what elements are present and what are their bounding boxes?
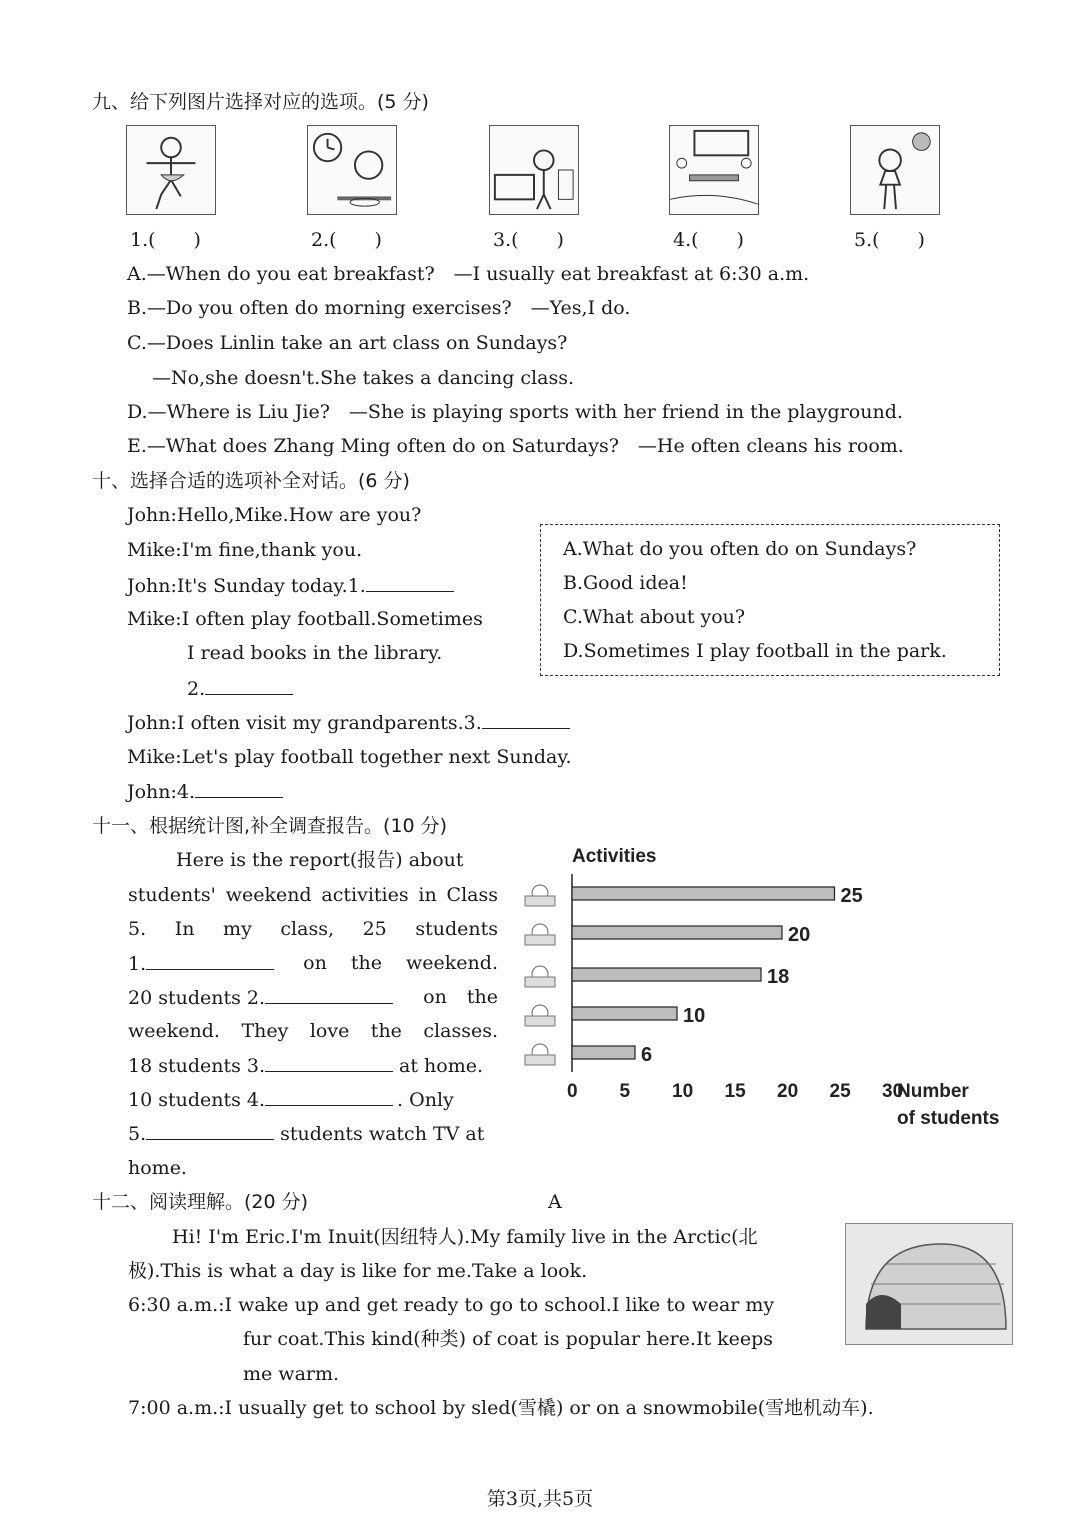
passage-line-4: fur coat.This kind(种类) of coat is popular here.It keeps [243,1328,774,1350]
report-line-5: 20 students 2. on the [128,986,498,1009]
chart-x-tick-5: 5 [619,1081,631,1102]
choice-d: D.Sometimes I play football in the park. [563,640,947,662]
chart-data-label-3: 18 [767,966,790,988]
report-line-8: 10 students 4. . Only [128,1089,454,1111]
dialogue-line-4: Mike:I often play football.Sometimes [127,608,483,630]
report-line-10: home. [128,1157,187,1179]
report-blank-3[interactable] [265,1053,393,1072]
section-10-title: 十、选择合适的选项补全对话。(6 分) [92,470,410,492]
dialogue-line-6: 2. [187,676,293,701]
chart-x-tick-0: 0 [567,1081,578,1102]
option-a: A.—When do you eat breakfast? —I usually eat breakfast at 6:30 a.m. [127,263,810,285]
blank-3[interactable] [482,710,570,729]
chart-x-tick-20: 20 [777,1081,799,1102]
passage-line-6: 7:00 a.m.:I usually get to school by sled(雪橇) or on a snowmobile(雪地机动车). [128,1397,874,1419]
choice-box [540,524,1000,676]
dialogue-line-3: John:It's Sunday today.1. [127,573,454,598]
picture-4-answer[interactable]: 4.( ) [673,229,744,251]
report-line-6: weekend. They love the classes. [128,1020,498,1042]
dialogue-line-9: John:4. [127,779,283,804]
chart-bar-1 [572,887,835,900]
chart-bar-5 [572,1046,635,1059]
picture-3-answer[interactable]: 3.( ) [493,229,564,251]
report-line-7: 18 students 3. at home. [128,1055,484,1077]
dialogue-line-2: Mike:I'm fine,thank you. [127,539,363,561]
blank-4[interactable] [195,779,283,798]
chart-x-tick-25: 25 [829,1081,851,1102]
ping-pong-playground-icon [669,125,759,215]
dialogue-line-5: I read books in the library. [187,642,443,664]
report-blank-1[interactable] [146,951,274,970]
girl-exercise-sun-icon [850,125,940,215]
igloo-icon [845,1223,1013,1345]
chart-x-label-line-2: of students [897,1108,1000,1129]
passage-line-5: me warm. [243,1363,340,1385]
chart-bar-3 [572,968,761,981]
activities-bar-chart [505,840,1015,1140]
chart-data-label-5: 6 [641,1044,653,1066]
picture-1-answer[interactable]: 1.( ) [130,229,201,251]
option-d: D.—Where is Liu Jie? —She is playing sports with her friend in the playground. [127,401,903,423]
picture-2-answer[interactable]: 2.( ) [311,229,382,251]
chart-x-tick-10: 10 [672,1081,694,1102]
page-footer: 第3页,共5页 [486,1488,594,1510]
report-line-3: 5. In my class, 25 students [128,918,498,940]
option-c: C.—Does Linlin take an art class on Sundays? [127,332,568,354]
report-blank-5[interactable] [146,1121,274,1140]
tv-icon [525,1044,555,1065]
dialogue-line-7: John:I often visit my grandparents.3. [127,710,570,735]
blank-1[interactable] [366,573,454,592]
chart-x-tick-15: 15 [724,1081,746,1102]
chart-data-label-1: 25 [840,885,863,907]
report-line-2: students' weekend activities in Class [128,884,498,906]
chart-y-label: Activities [572,846,657,867]
dialogue-line-1: John:Hello,Mike.How are you? [127,504,422,526]
passage-line-3: 6:30 a.m.:I wake up and get ready to go to school.I like to wear my [128,1294,775,1316]
passage-line-2: 极).This is what a day is like for me.Take a look. [128,1260,588,1282]
passage-line-1: Hi! I'm Eric.I'm Inuit(因纽特人).My family live in the Arctic(北 [172,1226,758,1248]
report-blank-2[interactable] [265,985,393,1004]
chart-bar-2 [572,926,782,939]
chart-bar-4 [572,1007,677,1020]
choice-a: A.What do you often do on Sundays? [563,538,917,560]
picture-5-answer[interactable]: 5.( ) [854,229,925,251]
boy-breakfast-clock-icon [307,125,397,215]
option-b: B.—Do you often do morning exercises? —Yes,I do. [127,297,631,319]
option-e: E.—What does Zhang Ming often do on Saturdays? —He often cleans his room. [127,435,904,457]
chart-data-label-4: 10 [683,1005,706,1027]
report-blank-4[interactable] [265,1087,393,1106]
report-line-1: Here is the report(报告) about [176,849,464,871]
boy-bedroom-icon [489,125,579,215]
report-line-9: 5. students watch TV at [128,1123,485,1145]
chart-data-label-2: 20 [788,924,811,946]
option-c-answer: —No,she doesn't.She takes a dancing class. [152,367,574,389]
blank-2[interactable] [205,676,293,695]
report-line-4: 1. on the weekend. [128,952,498,975]
chart-x-label-line-1: Number [897,1081,969,1102]
chart-x-tick-30: 30 [882,1081,904,1102]
shopping-bag-icon [525,1005,555,1026]
section-11-title: 十一、根据统计图,补全调查报告。(10 分) [92,815,448,837]
section-9-title: 九、给下列图片选择对应的选项。(5 分) [92,91,429,113]
dialogue-line-8: Mike:Let's play football together next Sunday. [127,746,572,768]
choice-c: C.What about you? [563,606,746,628]
cleaning-icon [525,966,555,987]
sports-icon [525,885,555,906]
section-12-title: 十二、阅读理解。(20 分) [92,1191,309,1213]
dancing-shoes-icon [525,924,555,945]
ballet-girl-icon [126,125,216,215]
passage-label: A [548,1191,562,1213]
choice-b: B.Good idea! [563,572,688,594]
